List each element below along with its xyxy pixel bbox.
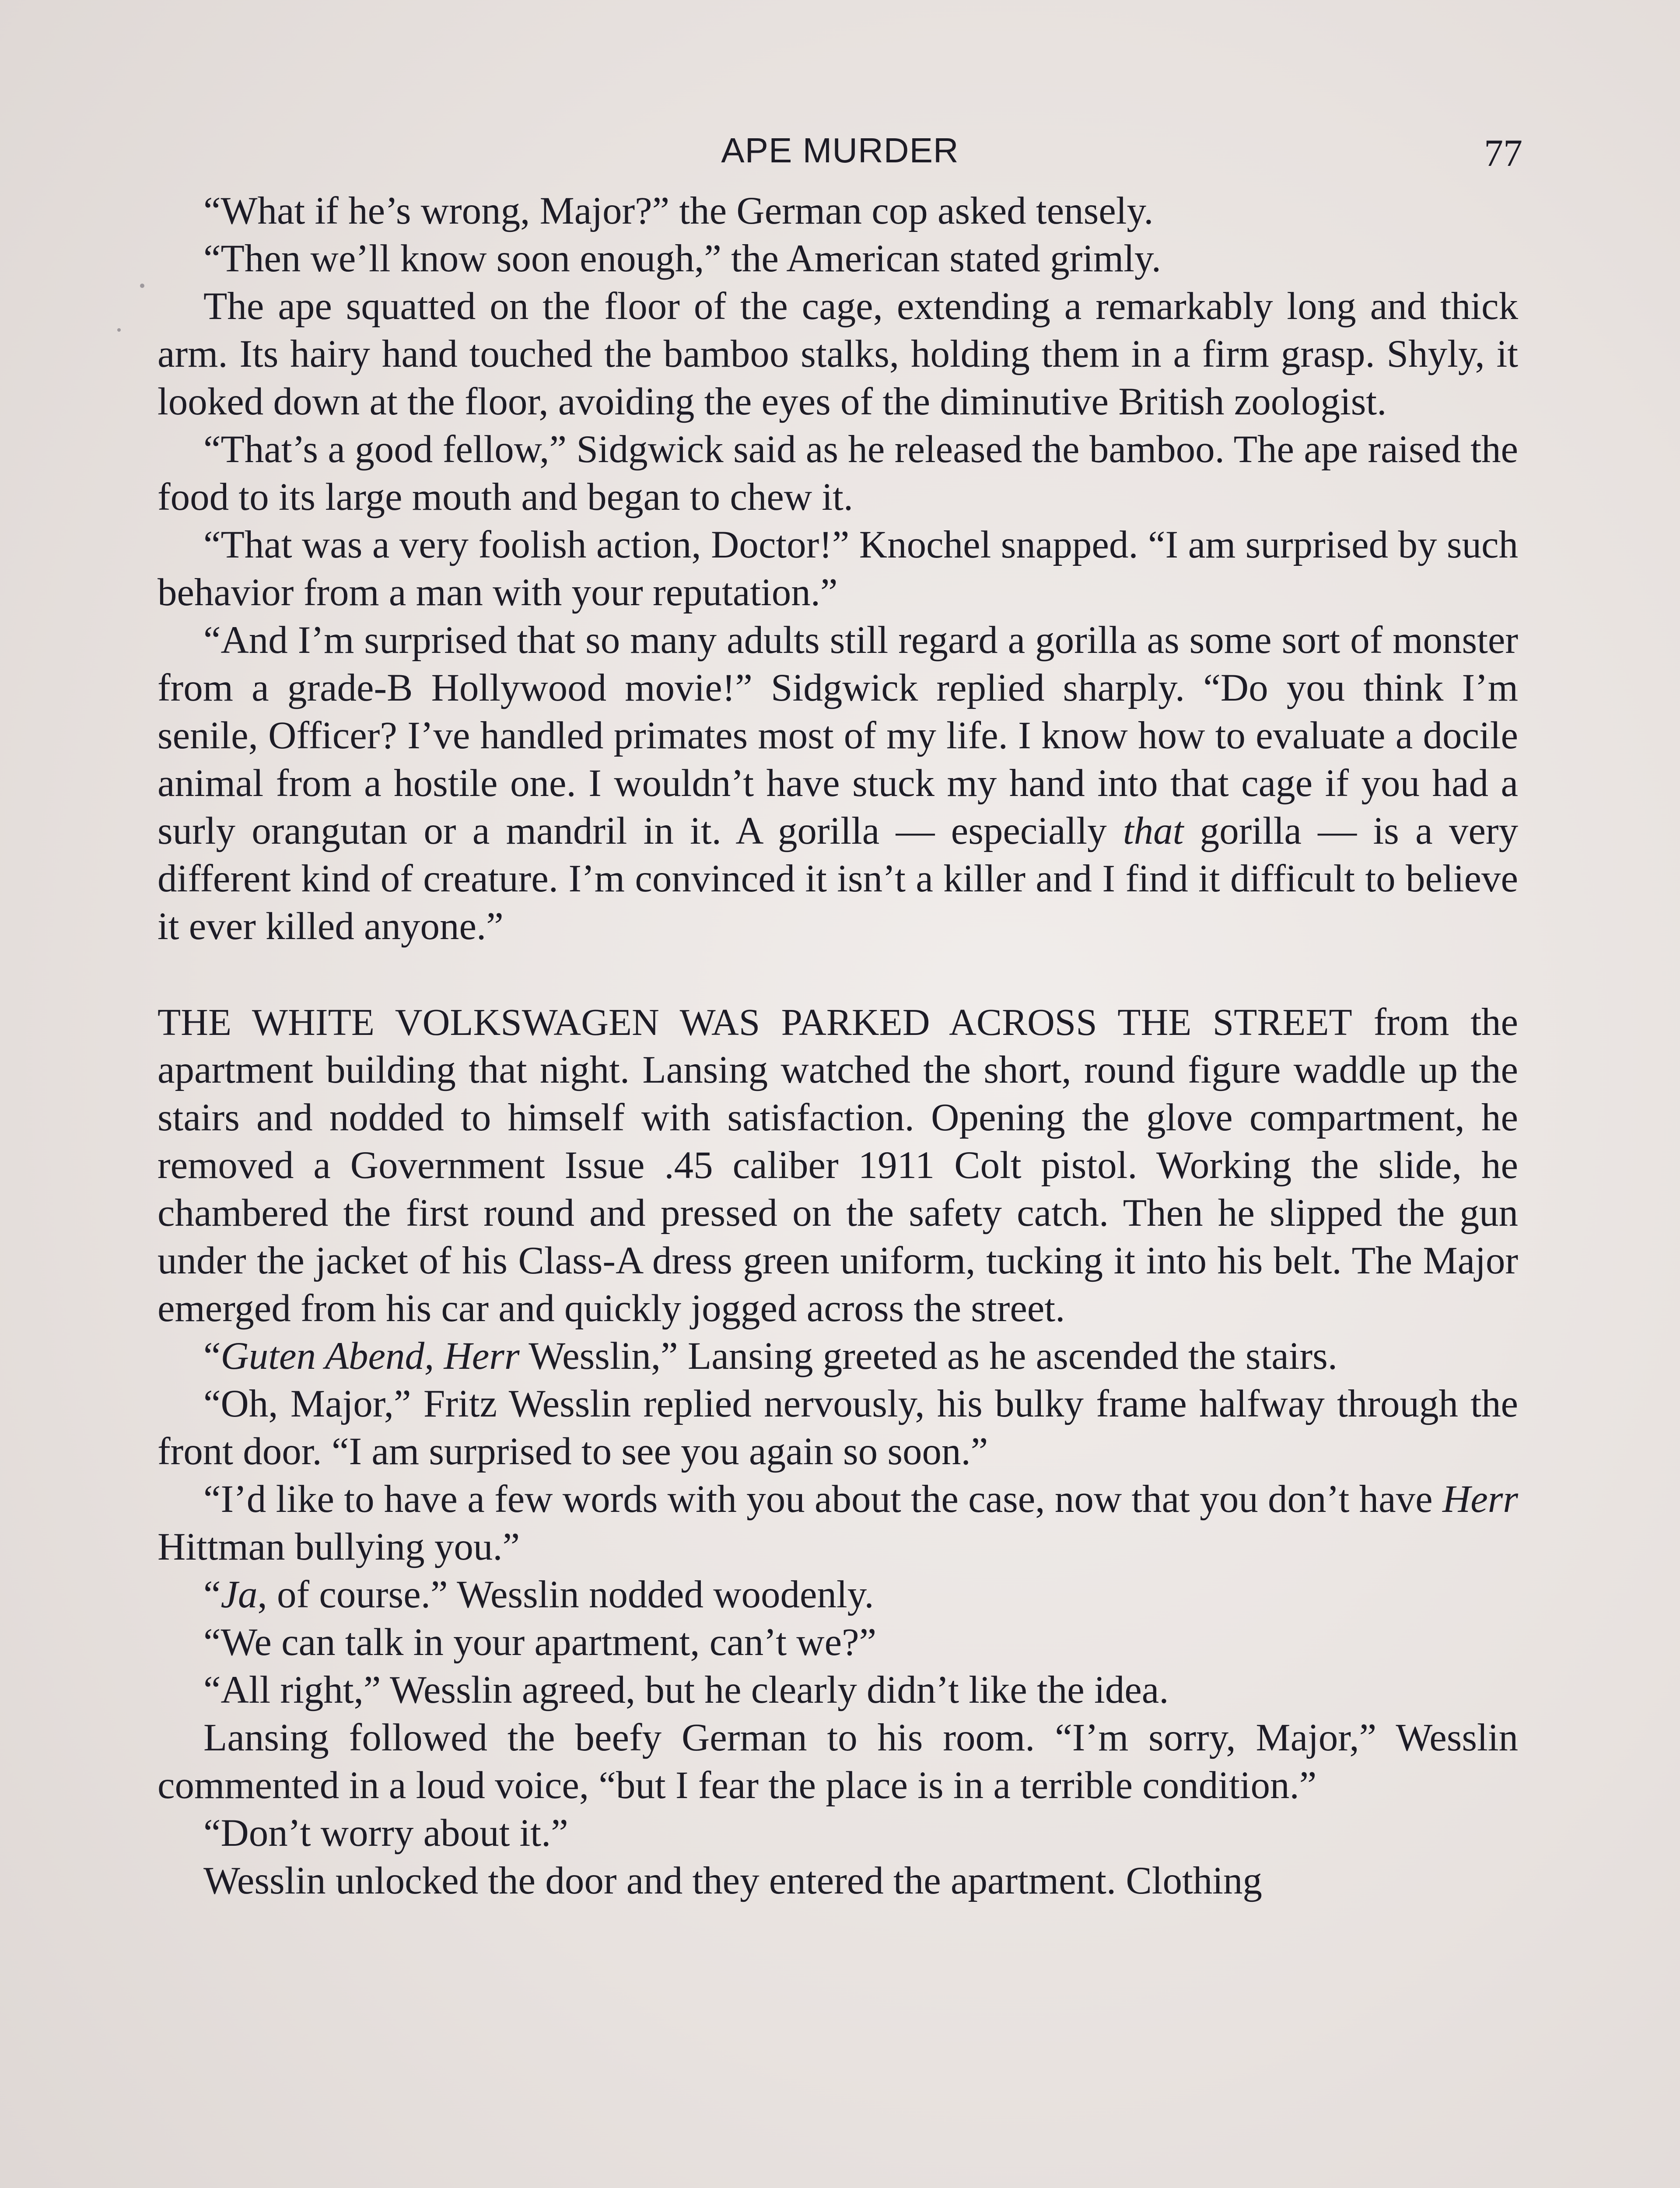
- text-run: “: [203, 1335, 221, 1378]
- text-run: “We can talk in your apartment, can’t we?”: [203, 1621, 877, 1664]
- text-run: Wesslin unlocked the door and they entered the apartment. Clothing: [203, 1859, 1262, 1902]
- paragraph: [158, 426, 1518, 521]
- paragraph: [158, 1619, 1518, 1666]
- text-run: “Don’t worry about it.”: [203, 1812, 568, 1855]
- text-run: The ape squatted on the floor of the cage, extending a remarkably long and thick arm. Its hairy hand touched the bamboo stalks, holding them in a firm grasp. Shyly, it looked down at the floor, avoiding the eyes of the diminutive British zoologist.: [158, 285, 1518, 423]
- paragraph: [158, 283, 1518, 426]
- paragraph: [158, 1571, 1518, 1619]
- paragraph: [158, 521, 1518, 617]
- text-run: “That’s a good fellow,” Sidgwick said as he released the bamboo. The ape raised the food to its large mouth and began to chew it.: [158, 428, 1518, 519]
- paragraph: [158, 187, 1518, 235]
- italic-text: Herr: [1442, 1478, 1518, 1521]
- text-run: Lansing followed the beefy German to his room. “I’m sorry, Major,” Wesslin commented in a loud voice, “but I fear the place is in a terrible condition.”: [158, 1716, 1518, 1807]
- paragraph: [158, 1809, 1518, 1857]
- italic-text: Guten Abend, Herr: [220, 1335, 520, 1378]
- text-run: “I’d like to have a few words with you about the case, now that you don’t have: [203, 1478, 1442, 1521]
- dust-speck: [140, 284, 144, 288]
- text-run: “: [203, 1573, 221, 1616]
- text-run: “Oh, Major,” Fritz Wesslin replied nervously, his bulky frame halfway through the front door. “I am surprised to see you again so soon.”: [158, 1382, 1518, 1473]
- page-header: [158, 126, 1522, 179]
- paragraph: [158, 1714, 1518, 1809]
- paragraph: [158, 1476, 1518, 1571]
- text-run: gorilla — is a very different kind of creature. I’m convinced it isn’t a killer and I find it difficult to believe it ever killed anyone.”: [158, 810, 1518, 948]
- text-run: , of course.” Wesslin nodded woodenly.: [257, 1573, 874, 1616]
- text-run: “That was a very foolish action, Doctor!” Knochel snapped. “I am surprised by such behavior from a man with your reputation.”: [158, 523, 1518, 614]
- dust-speck: [117, 328, 121, 332]
- text-run: from the apartment building that night. Lansing watched the short, round figure waddle up the stairs and nodded to himself with satisfaction. Opening the glove compartment, he removed a Government Issue .45 caliber 1911 Colt pistol. Working the slide, he chambered the first round and pressed on the safety catch. Then he slipped the gun under the jacket of his Class-A dress green uniform, tucking it into his belt. The Major emerged from his car and quickly jogged across the street.: [158, 1001, 1518, 1330]
- italic-text: Ja: [220, 1573, 258, 1616]
- paragraph: [158, 1380, 1518, 1476]
- text-run: Wesslin,” Lansing greeted as he ascended the stairs.: [519, 1335, 1338, 1378]
- text-run: “What if he’s wrong, Major?” the German cop asked tensely.: [203, 189, 1154, 232]
- paragraph: [158, 998, 1518, 1332]
- page-number: 77: [1484, 132, 1522, 175]
- paragraph: [158, 1332, 1518, 1380]
- text-run: Hittman bullying you.”: [158, 1525, 520, 1568]
- text-run: “And I’m surprised that so many adults still regard a gorilla as some sort of monster from a grade-B Hollywood movie!” Sidgwick replied sharply. “Do you think I’m senile, Officer? I’ve handled primates most of my life. I know how to evaluate a docile animal from a hostile one. I wouldn’t have stuck my hand into that cage if you had a surly orangutan or a mandril in it. A gorilla — especially: [158, 619, 1518, 852]
- text-run: “Then we’ll know soon enough,” the American stated grimly.: [203, 237, 1161, 280]
- body-text: [158, 187, 1518, 1905]
- running-head: APE MURDER: [721, 131, 959, 170]
- paragraph: [158, 235, 1518, 283]
- paragraph: [158, 617, 1518, 950]
- paragraph: [158, 1857, 1518, 1905]
- italic-text: that: [1123, 810, 1184, 852]
- section-lead-caps: THE WHITE VOLKSWAGEN WAS PARKED ACROSS THE STREET: [158, 1001, 1352, 1043]
- text-run: “All right,” Wesslin agreed, but he clearly didn’t like the idea.: [203, 1669, 1169, 1711]
- paragraph: [158, 1666, 1518, 1714]
